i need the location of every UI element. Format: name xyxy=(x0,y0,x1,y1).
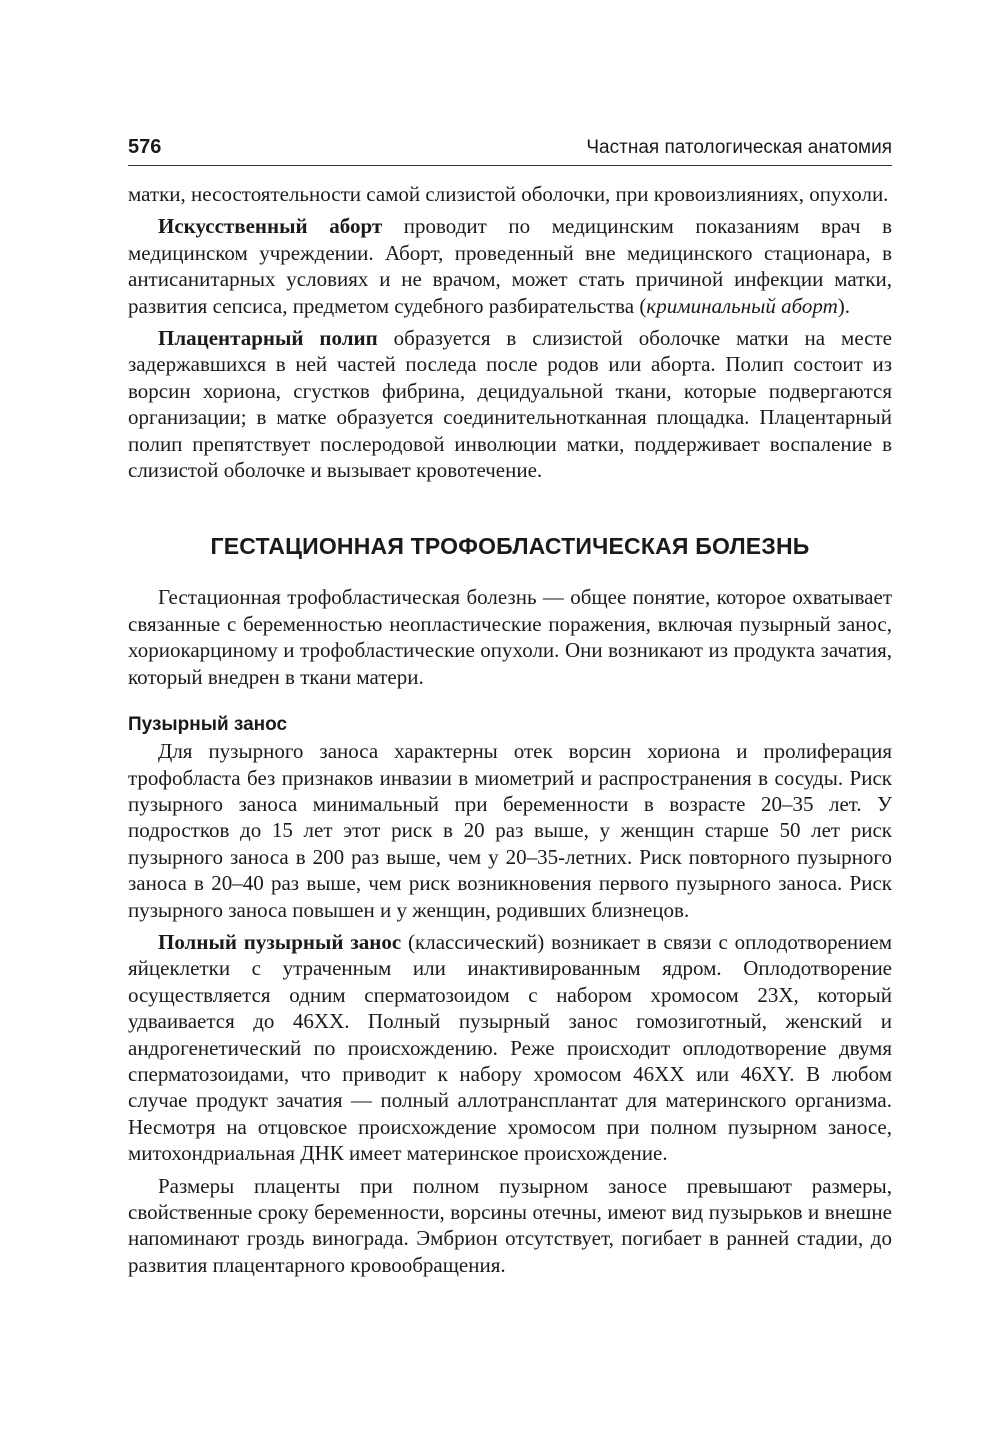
subsection-title: Пузырный занос xyxy=(128,714,288,736)
term-criminal-abortion: криминальный аборт xyxy=(646,293,838,318)
running-title: Частная патологическая анатомия xyxy=(586,137,892,158)
paragraph-placenta-size: Размеры плаценты при полном пузырном заносе превышают размеры, свойственные сроку беременности, ворсины отечны, имеют вид пузырьков и внешне напоминают гроздь винограда. Эмбрион отсутствует, погибает в ранней стадии, до развития плацентарного кровообращения. xyxy=(128,1173,892,1277)
paragraph-mole-risk: Для пузырного заноса характерны отек ворсин хориона и пролиферация трофобласта без признаков инвазии в миометрий и распространения в сосуды. Риск пузырного заноса минимальный при беременности в возрасте 20–35 лет. У подростков до 15 лет этот риск в 20 раз выше, у женщин старше 50 лет риск пузырного заноса в 200 раз выше, чем у 20–35-летних. Риск повторного пузырного заноса в 20–40 раз выше, чем риск возникновения первого пузырного заноса. Риск пузырного заноса повышен и у женщин, родивших близнецов. xyxy=(128,739,892,922)
term-placental-polyp: Плацентарный полип xyxy=(158,326,378,351)
paragraph-complete-mole: Полный пузырный занос (классический) возникает в связи с оплодотворением яйцеклетки с утраченным или инактивированным ядром. Оплодотворение осуществляется одним сперматозоидом с набором хромосом 23X, который удваивается до 46XX. Полный пузырный занос гомозиготный, женский и андрогенетический по происхождению. Реже происходит оплодотворение двумя сперматозоидами, что приводит к набору хромосом 46XX или 46XY. В любом случае продукт зачатия — полный аллотрансплантат для материнского организма. Несмотря на отцовское происхождение хромосом при полном пузырном заносе, митохондриальная ДНК имеет материнское происхождение. xyxy=(128,929,892,1166)
term-artificial-abortion: Искусственный аборт xyxy=(158,214,383,239)
paragraph-artificial-abortion: Искусственный аборт проводит по медицинским показаниям врач в медицинском учреждении. Аборт, проведенный вне медицинского стационара, в антисанитарных условиях и не врачом, может стать причиной инфекции матки, развития сепсиса, предметом судебного разбирательства (криминальный аборт). xyxy=(128,214,892,318)
page-body xyxy=(128,181,892,1278)
paragraph-placental-polyp: Плацентарный полип образуется в слизистой оболочке матки на месте задержавшихся в ней частей последа после родов или аборта. Полип состоит из ворсин хориона, сгустков фибрина, децидуальной ткани, которые подвергаются организации; в матке образуется соединительнотканная площадка. Плацентарный полип препятствует послеродовой инволюции матки, поддерживает воспаление в слизистой оболочке и вызывает кровотечение. xyxy=(128,326,892,483)
page-number: 576 xyxy=(128,136,162,158)
term-complete-mole: Полный пузырный занос xyxy=(158,929,402,954)
section-title: ГЕСТАЦИОННАЯ ТРОФОБЛАСТИЧЕСКАЯ БОЛЕЗНЬ xyxy=(210,533,810,560)
paragraph-gtd-definition: Гестационная трофобластическая болезнь — общее понятие, которое охватывает связанные с беременностью неопластические поражения, включая пузырный занос, хориокарциному и трофобластические опухоли. Они возникают из продукта зачатия, который внедрен в ткани матери. xyxy=(128,585,892,689)
paragraph-continuation: матки, несостоятельности самой слизистой оболочки, при кровоизлияниях, опухоли. xyxy=(128,182,889,206)
page-header xyxy=(128,136,892,166)
